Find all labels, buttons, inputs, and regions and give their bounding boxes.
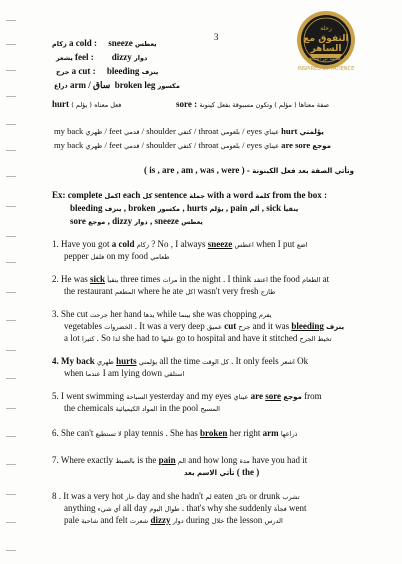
logo-line2: التفوق مع الساهر <box>303 34 349 54</box>
question-3-line3: a lot كثيرا . So لذا she had to عليها go to hospital and have it stitched تخيط الجرح <box>64 333 332 343</box>
question-1-line1: 1. Have you got a cold زكام ? No , I always sneeze اعطس when I put اضع <box>52 239 308 249</box>
question-5-line1: 5. I went swimming السباحة yesterday and my eyes عيناي are sore موجع from <box>52 391 322 401</box>
question-3-line1: 3. She cut جرحت her hand يدها while بينما she was chopping يفرم <box>52 309 272 319</box>
word-box-line2: sore موجع , dizzy دوار , sneeze يعطس <box>70 216 203 226</box>
word-box-line1: bleeding ينزف , broken مكسور , hurts يؤلم , pain ألم , sick ينقيأ <box>70 203 299 213</box>
question-6-line1: 6. She can't لا تستطيع play tennis . She has broken her right arm ذراعها <box>52 428 298 438</box>
question-4-line1: 4. My back ظهري hurts يؤلمني all the time كل الوقت . It only feels اشعر Ok <box>52 356 309 366</box>
page-number: 3 <box>214 32 219 42</box>
symptom-row-feel: يشعر feel : dizzy دوار <box>56 52 148 62</box>
logo-line3: أ. محمد بن الساهر <box>306 56 346 62</box>
question-7-line2: تأتي الاسم بعد ( the ) <box>184 467 260 477</box>
be-verbs-note: ( is , are , am , was , were ) - وتأتي الصفة بعد فعل الكينونة <box>144 165 355 175</box>
question-8-line1: 8 . It was a very hot حار day and she hadn't لم eaten تاكل or drunk تشرب <box>52 491 300 501</box>
hurt-rule: hurt ( يؤلم ) فعل معناه <box>52 99 122 109</box>
symptom-row-cut: جرح a cut : bleeding ينزف <box>56 66 159 76</box>
symptom-row-broken: ذراع arm / ساق broken leg مكسور <box>54 80 180 90</box>
question-2-line2: the restaurant المطعم where he ate اكل wasn't very fresh طازج <box>64 286 276 296</box>
example-sore: my back ظهري / feet قدمي / shoulder كتفي / throat بلعومي / eyes عيناي are sore موجع <box>54 140 331 150</box>
question-1-line2: pepper فلفل on my food طعامي <box>64 251 170 261</box>
question-7-line1: 7. Where exactly بالضبط is the pain الم and how long مدة have you had it <box>52 455 308 465</box>
sore-rule: sore : صفة معناها ( مؤلم ) وتكون مسبوقة بفعل كينونة <box>176 99 330 109</box>
question-2-line1: 2. He was sick ينقيأ three times مرات in the night . I think اعتقد the food الطعام at <box>52 274 330 284</box>
logo-line4: INSPIRED BY PATIENCE <box>297 66 355 72</box>
exercise-title: Ex: complete اكمل each كل sentence جملة with a word كلمة from the box : <box>52 190 327 200</box>
question-8-line3: pale شاحبة and felt شعرت dizzy دوار during خلال the lesson الدرس <box>64 515 283 525</box>
question-8-line2: anything أي شيء all day طوال اليوم . that's why she suddenly فجأة went <box>64 503 307 513</box>
logo-text <box>296 24 356 74</box>
question-4-line2: when عندما I am lying down استلقي <box>64 368 185 378</box>
logo-line1: رحلة <box>320 25 332 32</box>
symptom-row-cold: زكام a cold : sneeze يعطس <box>52 38 157 48</box>
example-hurt: my back ظهري / feet قدمي / shoulder كتفي / throat بلعومي / eyes عيناي hurt يؤلمني <box>54 126 324 136</box>
question-5-line2: the chemicals المواد الكيميائية in the pool المسبح <box>64 403 220 413</box>
question-3-line2: vegetables الخضروات . It was a very deep عميق cut جرح and it was bleeding ينزف <box>64 321 345 331</box>
